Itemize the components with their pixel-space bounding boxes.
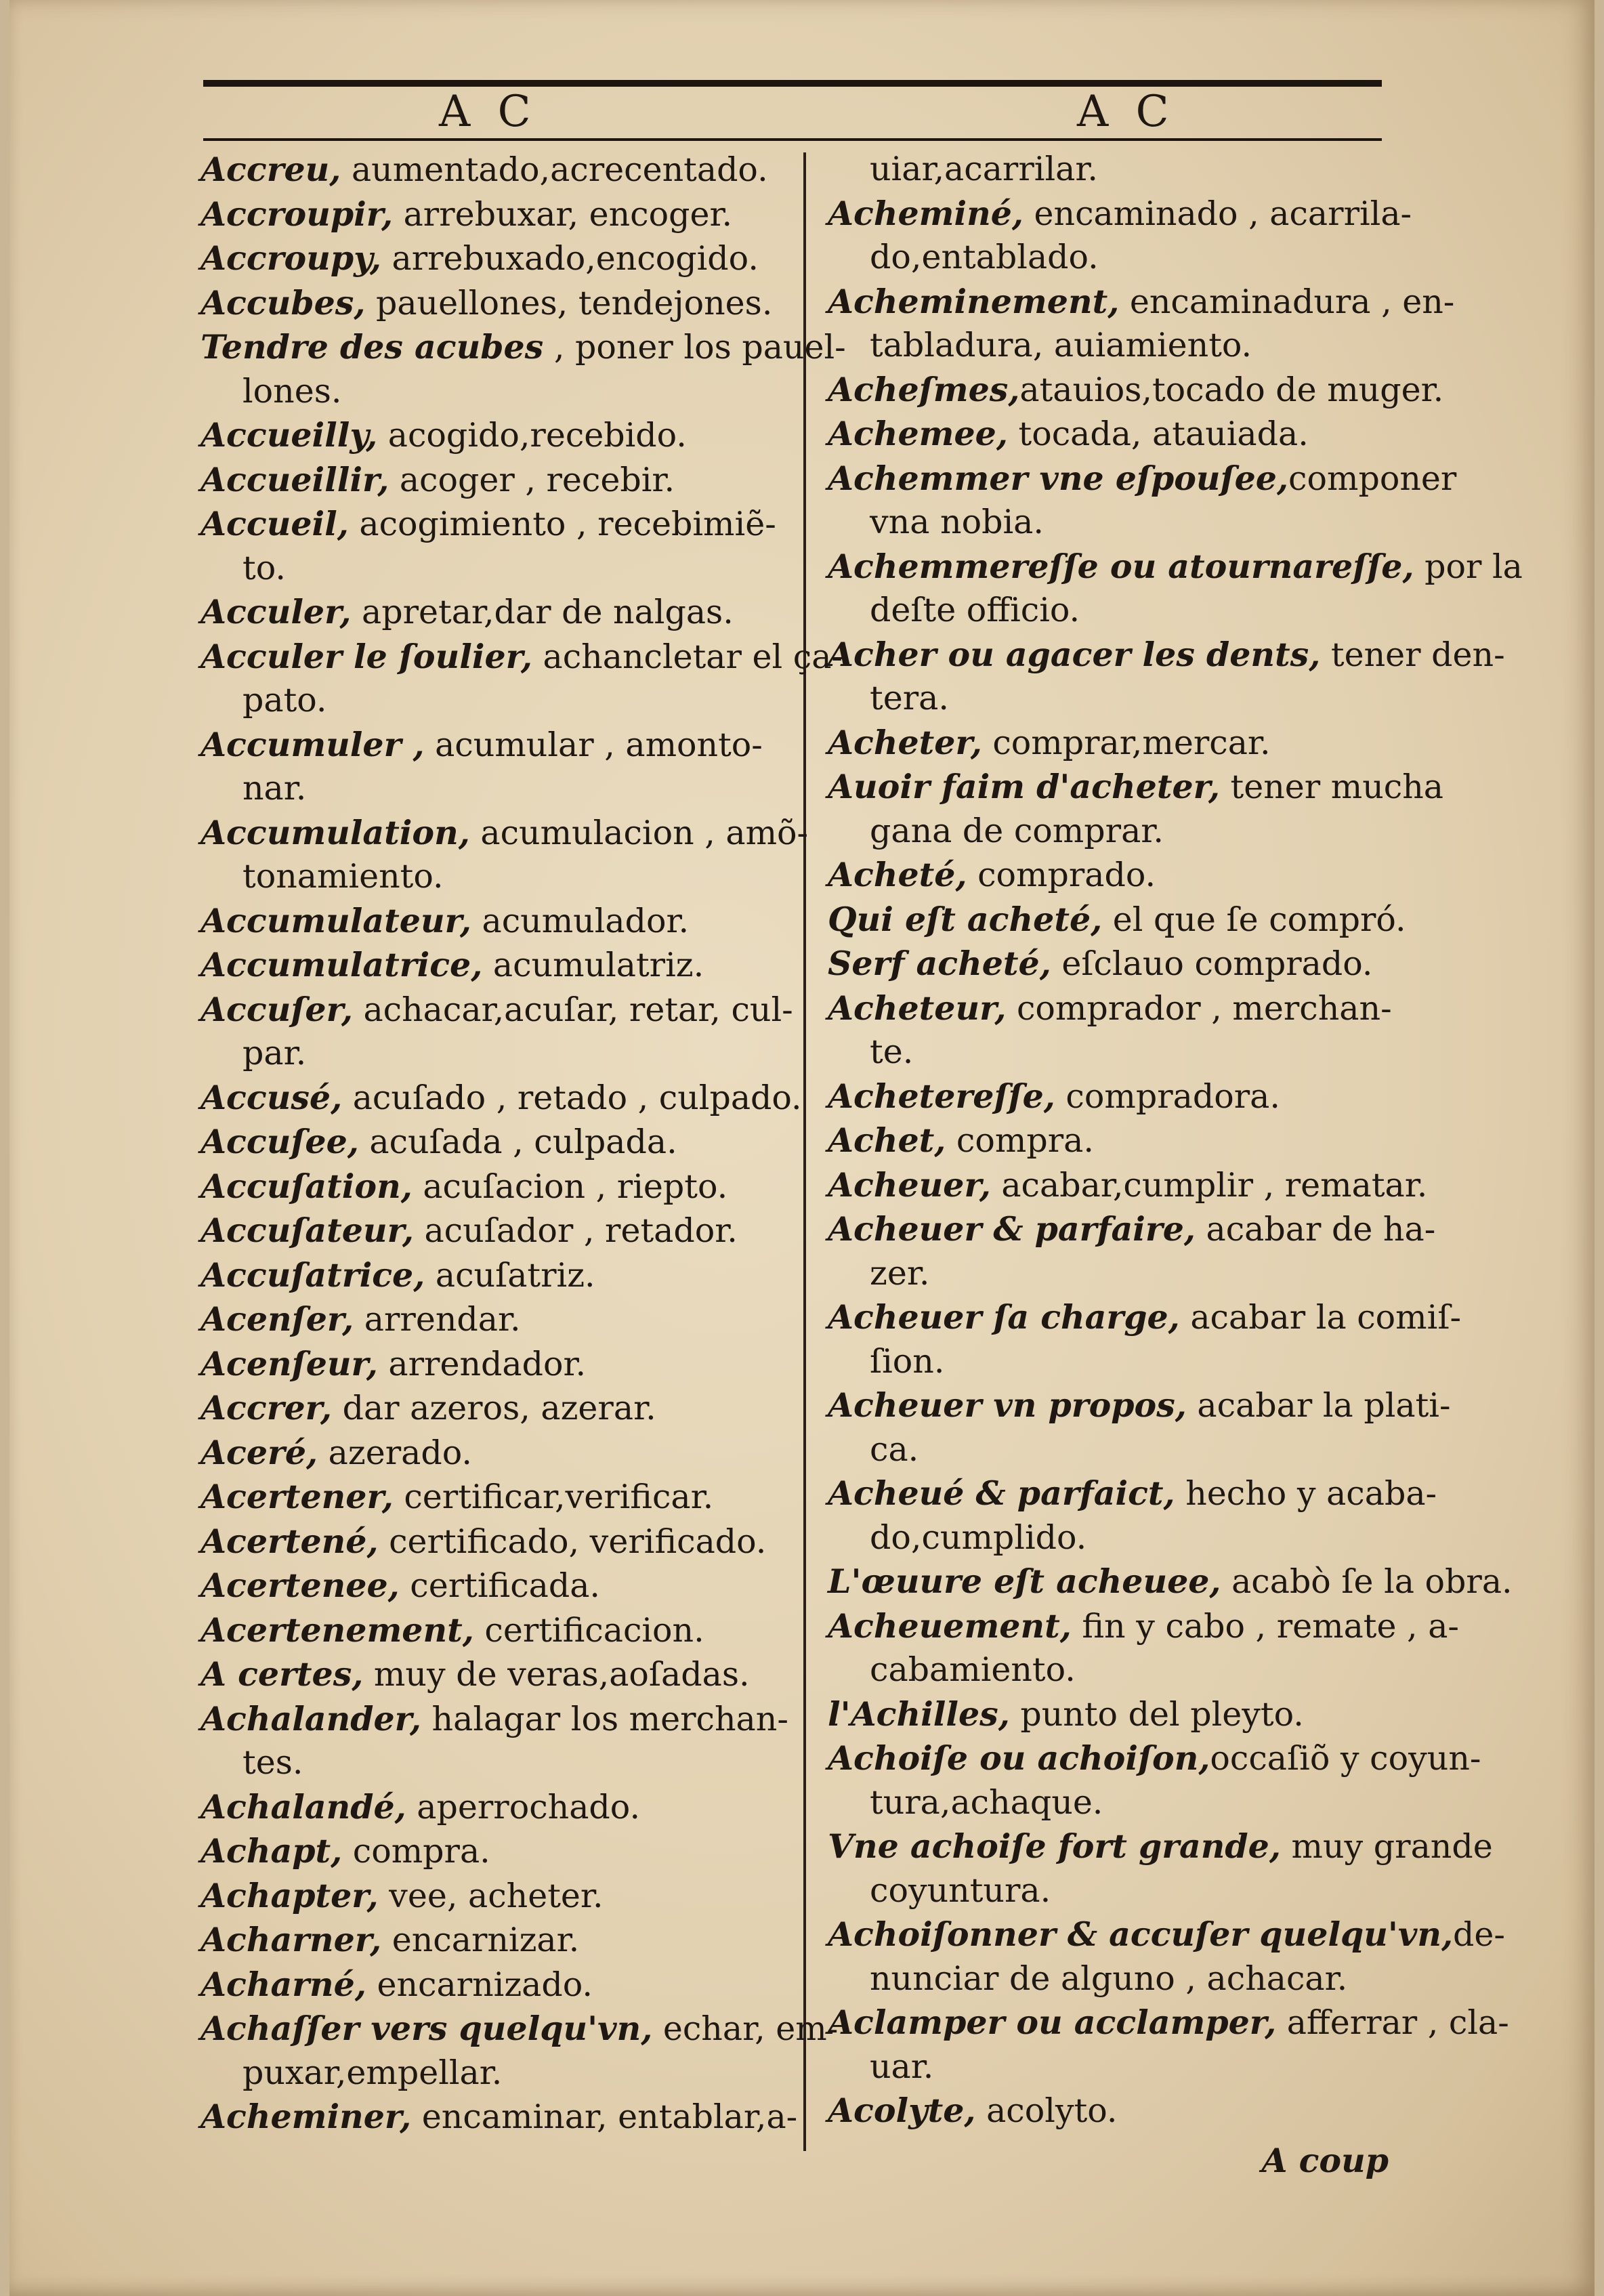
definition-text: gana de comprar. (870, 811, 1164, 850)
headword: Vne achoiſe fort grande, (828, 1827, 1281, 1866)
definition-text: encaminadura , en- (1119, 282, 1455, 321)
definition-text: par. (242, 1034, 307, 1072)
headword: Accuſatrice, (200, 1255, 425, 1295)
dictionary-entry (200, 148, 776, 192)
definition-text: compradora. (1055, 1077, 1280, 1116)
dictionary-entry (828, 1604, 1459, 1649)
entry-continuation (828, 1030, 1395, 1074)
dictionary-entry (200, 988, 793, 1032)
dictionary-entry (200, 236, 776, 281)
header-bottom-rule (203, 138, 1382, 141)
headword: Accueillir, (200, 459, 389, 499)
dictionary-entry (200, 1608, 776, 1653)
entry-continuation (828, 2045, 1395, 2089)
dictionary-entry (200, 1297, 776, 1342)
headword: Acculer le ſoulier, (200, 636, 532, 676)
headword: A certes, (200, 1654, 364, 1694)
dictionary-entry (200, 1475, 776, 1520)
definition-text: el que ſe compró. (1102, 900, 1406, 939)
dictionary-entry (828, 2001, 1509, 2045)
headword: Acheminer, (200, 2097, 412, 2136)
definition-text: coyuntura. (870, 1871, 1051, 1910)
headword: Acheuement, (828, 1606, 1072, 1646)
definition-text: acuſatriz. (425, 1255, 595, 1295)
headword: L'œuure eſt acheuee, (828, 1562, 1221, 1601)
dictionary-entry (200, 1120, 776, 1165)
definition-text: te. (870, 1032, 914, 1071)
headword: Acheué & parfaict, (828, 1474, 1175, 1513)
definition-text: punto del pleyto. (1009, 1694, 1304, 1734)
headword: Acenſer, (200, 1299, 354, 1339)
definition-text: nunciar de alguno , achacar. (870, 1959, 1348, 1998)
entry-continuation (828, 1340, 1395, 1384)
definition-text: tener mucha (1219, 768, 1443, 806)
headword: Accroupir, (200, 194, 393, 234)
definition-text: halagar los merchan- (421, 1699, 788, 1738)
definition-text: tura,achaque. (870, 1782, 1103, 1822)
entry-continuation (200, 767, 776, 811)
headword: Accrer, (200, 1388, 332, 1427)
dictionary-entry (200, 1076, 802, 1121)
headword: Acenſeur, (200, 1343, 378, 1383)
entry-continuation (828, 1648, 1395, 1692)
dictionary-entry (828, 457, 1457, 501)
definition-text: acumulacion , amõ- (469, 813, 809, 852)
definition-text: comprador , merchan- (1006, 988, 1392, 1028)
definition-text: acuſada , culpada. (358, 1123, 677, 1161)
dictionary-entry (828, 1560, 1513, 1604)
definition-text: nar. (242, 769, 307, 808)
entry-continuation (828, 1957, 1395, 2001)
dictionary-entry (828, 1119, 1395, 1163)
headword: Acher ou agacer les dents, (828, 634, 1321, 674)
headword: Accreu, (200, 150, 341, 189)
dictionary-entry (828, 1736, 1481, 1781)
headword: Achetereſſe, (828, 1076, 1055, 1116)
dictionary-entry (200, 281, 776, 326)
entry-continuation (828, 236, 1395, 280)
headword: l'Achilles, (828, 1694, 1010, 1734)
headword: Acheuer ſa charge, (828, 1297, 1180, 1337)
definition-text: tocada, atauiada. (1007, 415, 1309, 453)
definition-text: acuſador , retador. (413, 1211, 738, 1250)
definition-text: ſion. (870, 1341, 945, 1381)
running-header-right: A C (1077, 87, 1176, 137)
definition-text: acabar la comiſ- (1179, 1298, 1462, 1337)
headword: Achemmer vne eſpouſee, (828, 458, 1289, 498)
entry-continuation (200, 679, 776, 723)
headword: Accumulatrice, (200, 945, 483, 984)
dictionary-entry (200, 1209, 776, 1253)
entry-continuation (828, 810, 1395, 854)
dictionary-entry (828, 1471, 1437, 1516)
dictionary-entry (200, 1165, 776, 1209)
definition-text: uiar,acarrilar. (870, 150, 1098, 188)
dictionary-entry (828, 1207, 1436, 1252)
headword: Acolyte, (828, 2091, 976, 2130)
headword: Achalandé, (200, 1787, 406, 1827)
headword: Accuſer, (200, 989, 353, 1029)
headword: Accueil, (200, 504, 349, 543)
dictionary-entry (828, 368, 1444, 413)
definition-text: por la (1414, 547, 1523, 586)
definition-text: arrebuxado,encogido. (381, 239, 759, 278)
definition-text: pato. (242, 681, 327, 719)
headword: Accumuler , (200, 724, 425, 764)
definition-text: deſte officio. (870, 591, 1080, 629)
dictionary-entry (828, 765, 1443, 810)
dictionary-entry (828, 280, 1455, 325)
definition-text: encarnizado. (366, 1965, 593, 2004)
dictionary-entry (200, 590, 776, 635)
definition-text: de- (1453, 1915, 1505, 1954)
entry-continuation (200, 1741, 776, 1785)
entry-continuation (828, 501, 1395, 545)
definition-text: dar azeros, azerar. (332, 1389, 656, 1427)
entry-continuation (200, 370, 776, 414)
headword: Achoiſe ou achoiſon, (828, 1738, 1210, 1778)
headword: Acheminement, (828, 281, 1120, 321)
headword: Accueilly, (200, 415, 378, 455)
definition-text: pauellones, tendejones. (365, 283, 773, 322)
headword: Accuſee, (200, 1122, 359, 1161)
definition-text: muy de veras,aoſadas. (363, 1655, 750, 1694)
definition-text: achancletar el ça- (532, 637, 843, 676)
dictionary-entry (200, 635, 843, 680)
headword: Accubes, (200, 283, 366, 322)
entry-continuation (828, 324, 1395, 368)
definition-text: uar. (870, 2047, 934, 2086)
dictionary-entry (200, 1829, 776, 1874)
definition-text: lones. (242, 371, 342, 411)
headword: Achemee, (828, 414, 1008, 453)
dictionary-entry (828, 412, 1395, 457)
dictionary-entry (200, 1697, 788, 1742)
definition-text: arrendador. (377, 1344, 587, 1383)
definition-text: tabladura, auiamiento. (870, 326, 1252, 364)
entry-continuation (200, 1032, 776, 1076)
headword: Acheuer, (828, 1165, 991, 1205)
headword: Achapt, (200, 1831, 343, 1871)
dictionary-entry (828, 942, 1395, 986)
dictionary-entry (828, 898, 1406, 942)
definition-text: acoger , recebir. (389, 460, 675, 499)
entry-continuation (828, 1781, 1395, 1825)
headword: Acheuer & parfaire, (828, 1209, 1196, 1249)
entry-continuation (200, 2051, 776, 2095)
dictionary-entry (200, 325, 846, 370)
dictionary-entry (828, 986, 1395, 1031)
headword: Acharner, (200, 1920, 382, 1959)
dictionary-entry (200, 1652, 776, 1697)
definition-text: encaminado , acarrila- (1023, 194, 1412, 233)
entry-continuation (828, 148, 1395, 192)
headword: Achalander, (200, 1698, 421, 1738)
definition-text: compra. (946, 1121, 1094, 1160)
definition-text: compra. (342, 1832, 490, 1871)
dictionary-entry (200, 1342, 776, 1387)
running-header-left: A C (439, 87, 538, 137)
definition-text: acogido,recebido. (377, 416, 687, 455)
dictionary-entry (200, 811, 809, 856)
definition-text: comprar,mercar. (982, 723, 1271, 762)
headword: Achoiſonner & accuſer quelqu'vn, (828, 1915, 1454, 1954)
headword: Qui eſt acheté, (828, 899, 1103, 939)
headword: Accuſation, (200, 1166, 413, 1206)
headword: Accusé, (200, 1077, 343, 1117)
definition-text: acumulador. (471, 901, 690, 940)
definition-text: ca. (870, 1429, 919, 1469)
headword: Acheteur, (828, 988, 1007, 1028)
definition-text: muy grande (1280, 1827, 1493, 1866)
definition-text: acabar la plati- (1186, 1386, 1451, 1425)
dictionary-entry (828, 1074, 1395, 1119)
definition-text: certificar,verificar. (393, 1478, 714, 1516)
definition-text: occaſiõ y coyun- (1210, 1739, 1481, 1778)
definition-text: encarnizar. (381, 1921, 580, 1959)
headword: Achemmereſſe ou atournareſſe, (828, 546, 1414, 586)
headword: Acheter, (828, 722, 982, 762)
headword: Auoir faim d'acheter, (828, 767, 1220, 806)
headword: Acheminé, (828, 193, 1023, 233)
dictionary-entry (200, 2007, 839, 2051)
definition-text: cabamiento. (870, 1650, 1076, 1689)
dictionary-entry (200, 1963, 776, 2007)
dictionary-entry (828, 1692, 1395, 1737)
entry-continuation (828, 1428, 1395, 1472)
dictionary-entry (828, 192, 1412, 236)
dictionary-entry (200, 1785, 776, 1830)
definition-text: , poner los pauel- (543, 328, 846, 367)
dictionary-entry (200, 1564, 776, 1608)
definition-text: acabar,cumplir , rematar. (990, 1165, 1428, 1205)
headword: Acculer, (200, 592, 352, 631)
definition-text: azerado. (318, 1433, 472, 1472)
entry-continuation (200, 855, 776, 899)
definition-text: acolyto. (975, 2091, 1118, 2130)
dictionary-entry (200, 1386, 776, 1431)
dictionary-entry (200, 723, 776, 768)
dictionary-entry (200, 1874, 776, 1919)
dictionary-entry (200, 458, 776, 503)
dictionary-entry (200, 502, 776, 547)
definition-text: vna nobia. (870, 503, 1044, 541)
definition-text: acumulatriz. (482, 946, 704, 984)
definition-text: tener den- (1320, 635, 1505, 674)
dictionary-entry (200, 1431, 776, 1476)
definition-text: encaminar, entablar,a- (411, 2097, 798, 2136)
dictionary-entry (828, 633, 1505, 677)
headword: Acertené, (200, 1521, 379, 1561)
definition-text: acogimiento , recebimiẽ- (348, 505, 776, 543)
definition-text: aperrochado. (406, 1787, 641, 1827)
dictionary-entry (200, 1918, 776, 1963)
definition-text: acuſacion , riepto. (412, 1167, 728, 1206)
definition-text: comprado. (967, 856, 1156, 894)
headword: Acertenement, (200, 1610, 474, 1650)
definition-text: apretar,dar de nalgas. (351, 593, 734, 631)
dictionary-entry (828, 1295, 1462, 1340)
dictionary-entry (828, 1913, 1505, 1957)
dictionary-entry (828, 1824, 1493, 1869)
dictionary-entry (200, 2095, 798, 2140)
headword: Achaſſer vers quelqu'vn, (200, 2009, 653, 2048)
dictionary-entry (828, 853, 1395, 898)
headword: Acertenee, (200, 1566, 400, 1605)
definition-text: tera. (870, 679, 949, 717)
definition-text: hecho y acaba- (1175, 1474, 1437, 1513)
definition-text: to. (242, 548, 286, 587)
headword: Achapter, (200, 1875, 379, 1915)
definition-text: arrendar. (354, 1300, 521, 1339)
entry-continuation (828, 1869, 1395, 1913)
definition-text: componer (1288, 459, 1457, 498)
headword: Serf acheté, (828, 944, 1051, 983)
headword: Accuſateur, (200, 1211, 414, 1250)
definition-text: atauios,tocado de muger. (1019, 370, 1444, 409)
headword: Acertener, (200, 1477, 394, 1516)
definition-text: fin y cabo , remate , a- (1071, 1606, 1459, 1646)
entry-continuation (200, 547, 776, 591)
definition-text: tonamiento. (242, 857, 444, 896)
definition-text: certificacion. (473, 1610, 704, 1650)
definition-text: arrebuxar, encoger. (393, 194, 733, 234)
definition-text: zer. (870, 1253, 930, 1293)
definition-text: certificada. (399, 1566, 600, 1605)
dictionary-entry (828, 2089, 1395, 2133)
column-divider (803, 152, 806, 2151)
headword: Aclamper ou acclamper, (828, 2003, 1277, 2042)
dictionary-entry (828, 1383, 1451, 1428)
dictionary-entry (828, 721, 1395, 766)
headword: Tendre des acubes (200, 327, 544, 367)
headword: Accroupy, (200, 238, 381, 278)
definition-text: do,cumplido. (870, 1518, 1087, 1557)
dictionary-entry (200, 1520, 776, 1564)
headword: Accumulateur, (200, 900, 471, 940)
dictionary-entry (200, 899, 776, 944)
dictionary-entry (200, 413, 776, 458)
definition-text: acumular , amonto- (424, 725, 763, 764)
dictionary-entry (828, 545, 1523, 589)
headword: Accumulation, (200, 812, 470, 852)
definition-text: certificado, verificado. (378, 1522, 767, 1561)
catchword: A coup (1261, 2141, 1389, 2180)
definition-text: acabar de ha- (1195, 1210, 1436, 1249)
definition-text: aumentado,acrecentado. (341, 150, 768, 189)
definition-text: do,entablado. (870, 238, 1099, 276)
headword: Acheuer vn propos, (828, 1385, 1187, 1425)
dictionary-entry (200, 192, 776, 237)
definition-text: acuſado , retado , culpado. (342, 1078, 802, 1117)
headword: Aceré, (200, 1432, 318, 1472)
definition-text: acabò ſe la obra. (1221, 1562, 1513, 1601)
headword: Acheſmes, (828, 369, 1020, 409)
entry-continuation (828, 589, 1395, 633)
definition-text: tes. (242, 1743, 303, 1782)
entry-continuation (828, 1516, 1395, 1560)
headword: Achet, (828, 1121, 946, 1160)
headword: Acheté, (828, 855, 967, 894)
entry-continuation (828, 1252, 1395, 1296)
entry-continuation (828, 677, 1395, 721)
definition-text: vee, acheter. (378, 1876, 604, 1915)
dictionary-entry (200, 1253, 776, 1298)
headword: Acharné, (200, 1964, 366, 2004)
definition-text: eſclauo comprado. (1051, 944, 1373, 983)
definition-text: puxar,empellar. (242, 2053, 503, 2092)
dictionary-entry (828, 1163, 1428, 1208)
dictionary-entry (200, 943, 776, 988)
right-column (828, 148, 1523, 2133)
definition-text: afferrar , cla- (1276, 2003, 1509, 2042)
left-column (200, 148, 846, 2140)
definition-text: achacar,acuſar, retar, cul- (352, 990, 793, 1029)
definition-text: echar, em- (652, 2009, 839, 2048)
header-top-rule (203, 80, 1382, 87)
